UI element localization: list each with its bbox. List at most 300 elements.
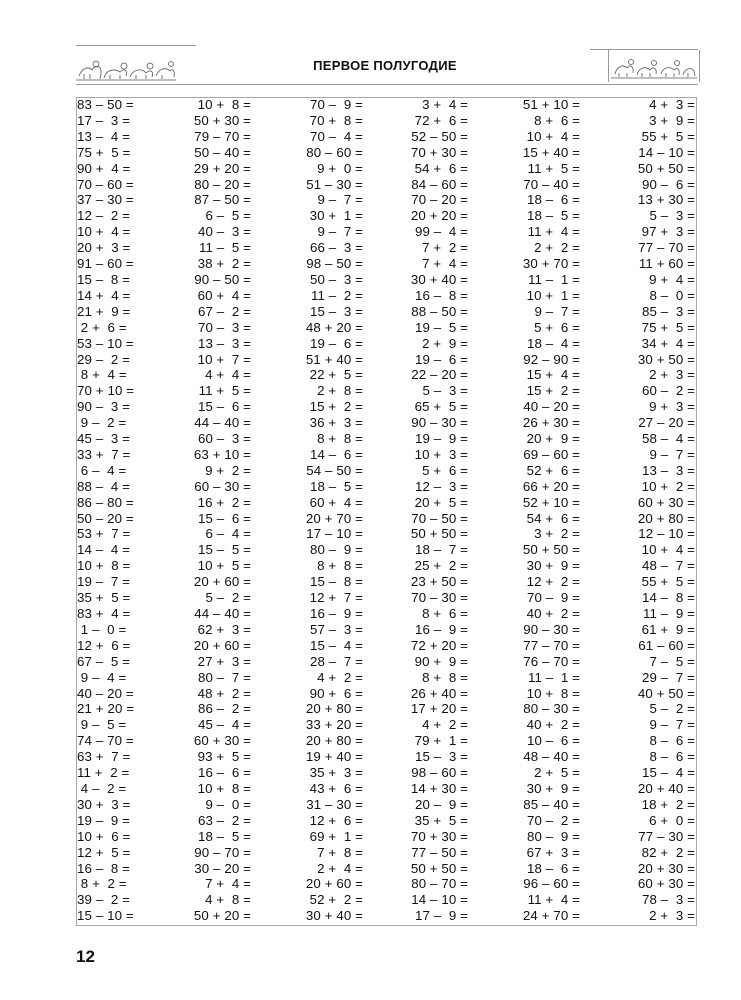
exercise-item: 12 – 2 = bbox=[77, 208, 131, 224]
exercise-item: 77 – 30 = bbox=[638, 828, 695, 844]
exercise-item: 38 + 2 = bbox=[197, 256, 251, 272]
exercise-item: 27 + 3 = bbox=[197, 653, 251, 669]
exercise-item: 15 – 8 = bbox=[309, 574, 363, 590]
exercise-item: 70 + 8 = bbox=[309, 112, 363, 128]
exercise-item: 10 + 3 = bbox=[414, 446, 468, 462]
exercise-item: 15 – 6 = bbox=[197, 399, 251, 415]
exercise-item: 60 + 4 = bbox=[309, 494, 363, 510]
exercise-item: 9 – 4 = bbox=[77, 669, 127, 685]
exercise-item: 12 – 3 = bbox=[414, 478, 468, 494]
exercise-item: 48 + 2 = bbox=[197, 685, 251, 701]
exercise-item: 2 + 8 = bbox=[313, 383, 363, 399]
exercise-item: 11 – 1 = bbox=[527, 669, 580, 685]
exercise-item: 70 – 4 = bbox=[309, 128, 363, 144]
exercise-item: 51 + 10 = bbox=[522, 97, 580, 112]
exercise-item: 80 – 9 = bbox=[309, 542, 363, 558]
exercise-item: 78 – 3 = bbox=[641, 892, 695, 908]
exercise-item: 60 + 4 = bbox=[197, 287, 251, 303]
exercise-item: 18 – 5 = bbox=[309, 478, 363, 494]
exercise-item: 9 + 3 = bbox=[645, 399, 695, 415]
exercise-item: 22 + 5 = bbox=[309, 367, 363, 383]
exercise-item: 80 – 60 = bbox=[306, 144, 363, 160]
exercise-item: 12 + 6 = bbox=[77, 637, 131, 653]
exercise-item: 8 + 2 = bbox=[77, 876, 127, 892]
exercise-item: 12 + 7 = bbox=[309, 590, 363, 606]
exercise-item: 51 – 30 = bbox=[306, 176, 363, 192]
exercise-item: 50 + 50 = bbox=[410, 860, 468, 876]
exercise-item: 37 – 30 = bbox=[77, 192, 134, 208]
exercise-item: 70 – 2 = bbox=[526, 812, 580, 828]
exercise-item: 80 – 70 = bbox=[411, 876, 468, 892]
exercise-item: 29 – 2 = bbox=[77, 351, 131, 367]
exercise-item: 40 – 3 = bbox=[197, 224, 251, 240]
exercise-item: 8 + 6 = bbox=[418, 606, 468, 621]
exercise-item: 19 – 7 = bbox=[77, 574, 131, 590]
exercise-item: 83 – 50 = bbox=[77, 97, 134, 112]
exercise-item: 18 – 5 = bbox=[526, 208, 580, 224]
exercise-item: 72 + 6 = bbox=[414, 112, 468, 128]
exercise-item: 35 + 5 = bbox=[77, 590, 131, 606]
exercise-item: 7 – 5 = bbox=[645, 653, 695, 669]
exercise-item: 4 + 2 = bbox=[313, 669, 363, 685]
exercise-item: 4 + 4 = bbox=[201, 367, 251, 383]
exercise-item: 96 – 60 = bbox=[523, 876, 580, 892]
exercise-item: 5 – 3 = bbox=[418, 383, 468, 399]
exercise-item: 62 + 3 = bbox=[197, 621, 251, 637]
exercise-item: 10 + 4 = bbox=[641, 542, 695, 558]
exercise-item: 79 – 70 = bbox=[194, 128, 251, 144]
exercise-item: 29 + 20 = bbox=[193, 160, 251, 176]
exercise-item: 2 + 3 = bbox=[645, 908, 695, 924]
page-title: ПЕРВОЕ ПОЛУГОДИЕ bbox=[313, 58, 457, 73]
exercise-item: 18 – 4 = bbox=[526, 335, 580, 351]
exercise-item: 27 – 20 = bbox=[638, 415, 695, 431]
exercise-item: 75 + 5 = bbox=[641, 319, 695, 335]
exercise-item: 2 + 3 = bbox=[645, 367, 695, 383]
exercise-item: 14 – 6 = bbox=[309, 446, 363, 462]
exercise-item: 9 – 7 = bbox=[530, 303, 580, 319]
exercise-item: 9 – 2 = bbox=[77, 415, 127, 431]
exercise-item: 33 + 20 = bbox=[305, 717, 363, 733]
exercise-column bbox=[253, 97, 365, 926]
exercise-item: 63 – 2 = bbox=[197, 812, 251, 828]
exercise-item: 79 + 1 = bbox=[414, 733, 468, 749]
exercise-item: 9 – 7 = bbox=[313, 192, 363, 208]
exercise-item: 3 + 2 = bbox=[530, 526, 580, 542]
exercise-item: 75 + 5 = bbox=[77, 144, 131, 160]
exercise-item: 20 + 60 = bbox=[305, 876, 363, 892]
exercise-item: 11 + 5 = bbox=[527, 160, 580, 176]
exercise-item: 60 + 30 = bbox=[193, 733, 251, 749]
exercise-item: 30 + 50 = bbox=[637, 351, 695, 367]
exercise-item: 48 – 7 = bbox=[641, 558, 695, 574]
exercise-item: 74 – 70 = bbox=[77, 733, 134, 749]
exercise-item: 11 – 9 = bbox=[642, 606, 695, 621]
exercise-item: 15 – 3 = bbox=[309, 303, 363, 319]
exercise-item: 10 + 6 = bbox=[77, 828, 131, 844]
exercise-item: 20 + 20 = bbox=[410, 208, 468, 224]
exercise-item: 10 + 8 = bbox=[197, 97, 251, 112]
exercise-item: 18 – 5 = bbox=[197, 828, 251, 844]
exercise-item: 44 – 40 = bbox=[194, 606, 251, 621]
exercise-item: 14 + 30 = bbox=[410, 780, 468, 796]
exercise-item: 8 – 0 = bbox=[645, 287, 695, 303]
exercise-item: 14 – 4 = bbox=[77, 542, 131, 558]
exercise-item: 8 – 6 = bbox=[645, 733, 695, 749]
exercise-item: 98 – 50 = bbox=[306, 256, 363, 272]
exercise-item: 15 – 4 = bbox=[641, 765, 695, 781]
exercise-item: 86 – 80 = bbox=[77, 494, 134, 510]
exercise-item: 2 + 2 = bbox=[530, 240, 580, 256]
exercise-item: 20 + 60 = bbox=[193, 637, 251, 653]
exercise-item: 20 + 40 = bbox=[637, 780, 695, 796]
exercise-item: 90 – 30 = bbox=[523, 621, 580, 637]
exercise-item: 70 + 30 = bbox=[410, 828, 468, 844]
exercise-item: 91 – 60 = bbox=[77, 256, 134, 272]
header-top-rule-left bbox=[76, 45, 196, 46]
exercise-item: 11 – 2 = bbox=[310, 287, 363, 303]
exercise-item: 30 + 9 = bbox=[526, 558, 580, 574]
exercise-column bbox=[148, 97, 253, 926]
exercise-item: 45 – 3 = bbox=[77, 431, 131, 447]
exercise-item: 53 – 10 = bbox=[77, 335, 134, 351]
page-number: 12 bbox=[76, 947, 95, 966]
exercise-item: 70 – 9 = bbox=[309, 97, 363, 112]
exercise-item: 2 + 4 = bbox=[313, 860, 363, 876]
exercise-item: 20 + 80 = bbox=[305, 733, 363, 749]
exercise-item: 90 – 6 = bbox=[641, 176, 695, 192]
exercise-item: 97 + 3 = bbox=[641, 224, 695, 240]
exercise-item: 15 – 6 = bbox=[197, 510, 251, 526]
exercise-item: 90 + 4 = bbox=[77, 160, 131, 176]
exercise-item: 52 + 10 = bbox=[522, 494, 580, 510]
exercise-item: 20 + 80 = bbox=[637, 510, 695, 526]
exercise-item: 10 + 8 = bbox=[526, 685, 580, 701]
exercise-item: 5 – 3 = bbox=[645, 208, 695, 224]
exercise-item: 98 – 60 = bbox=[411, 765, 468, 781]
exercise-item: 61 – 60 = bbox=[638, 637, 695, 653]
exercise-item: 77 – 70 = bbox=[523, 637, 580, 653]
exercise-item: 70 – 9 = bbox=[526, 590, 580, 606]
exercise-item: 10 + 8 = bbox=[77, 558, 131, 574]
exercise-item: 90 – 50 = bbox=[194, 271, 251, 287]
exercise-item: 86 – 2 = bbox=[197, 701, 251, 717]
exercise-item: 6 – 4 = bbox=[201, 526, 251, 542]
exercise-item: 40 + 2 = bbox=[526, 606, 580, 621]
exercise-item: 67 – 2 = bbox=[197, 303, 251, 319]
exercise-item: 30 + 40 = bbox=[410, 271, 468, 287]
exercise-item: 12 + 6 = bbox=[309, 812, 363, 828]
exercise-item: 52 – 50 = bbox=[411, 128, 468, 144]
exercise-item: 17 – 9 = bbox=[414, 908, 468, 924]
exercise-item: 93 + 5 = bbox=[197, 749, 251, 765]
exercise-item: 48 – 40 = bbox=[523, 749, 580, 765]
exercise-item: 80 – 9 = bbox=[526, 828, 580, 844]
exercise-item: 54 + 6 = bbox=[526, 510, 580, 526]
exercise-item: 9 + 4 = bbox=[645, 271, 695, 287]
exercise-item: 16 – 9 = bbox=[414, 621, 468, 637]
exercise-item: 30 + 9 = bbox=[526, 780, 580, 796]
exercise-item: 18 – 6 = bbox=[526, 860, 580, 876]
exercise-item: 21 + 9 = bbox=[77, 303, 131, 319]
exercise-item: 15 – 4 = bbox=[309, 637, 363, 653]
exercise-item: 15 + 40 = bbox=[522, 144, 580, 160]
exercise-item: 30 + 40 = bbox=[305, 908, 363, 924]
exercise-item: 85 – 3 = bbox=[641, 303, 695, 319]
exercise-item: 19 + 40 = bbox=[305, 749, 363, 765]
exercise-item: 60 + 30 = bbox=[637, 494, 695, 510]
exercise-item: 72 + 20 = bbox=[410, 637, 468, 653]
exercise-item: 20 + 3 = bbox=[77, 240, 131, 256]
exercise-item: 10 + 7 = bbox=[197, 351, 251, 367]
exercise-item: 24 + 70 = bbox=[522, 908, 580, 924]
exercise-item: 9 – 7 = bbox=[645, 717, 695, 733]
exercise-item: 10 + 5 = bbox=[197, 558, 251, 574]
exercise-item: 48 + 20 = bbox=[305, 319, 363, 335]
exercise-item: 13 – 4 = bbox=[77, 128, 131, 144]
exercise-item: 82 + 2 = bbox=[641, 844, 695, 860]
exercise-item: 19 – 9 = bbox=[77, 812, 131, 828]
exercise-item: 80 – 7 = bbox=[197, 669, 251, 685]
exercise-item: 90 – 3 = bbox=[77, 399, 131, 415]
exercise-item: 69 + 1 = bbox=[309, 828, 363, 844]
exercise-item: 55 + 5 = bbox=[641, 574, 695, 590]
exercise-item: 13 – 3 = bbox=[197, 335, 251, 351]
exercise-item: 90 + 6 = bbox=[309, 685, 363, 701]
exercise-item: 80 – 20 = bbox=[194, 176, 251, 192]
exercise-item: 76 – 70 = bbox=[523, 653, 580, 669]
exercise-item: 10 – 6 = bbox=[526, 733, 580, 749]
exercise-item: 3 + 9 = bbox=[645, 112, 695, 128]
exercise-item: 60 – 30 = bbox=[194, 478, 251, 494]
exercise-item: 30 + 1 = bbox=[309, 208, 363, 224]
exercise-item: 16 – 6 = bbox=[197, 765, 251, 781]
exercise-item: 3 + 4 = bbox=[418, 97, 468, 112]
exercise-item: 16 – 9 = bbox=[309, 606, 363, 621]
exercise-item: 10 + 8 = bbox=[197, 780, 251, 796]
exercise-item: 70 + 30 = bbox=[410, 144, 468, 160]
exercise-item: 7 + 8 = bbox=[313, 844, 363, 860]
exercise-item: 60 + 30 = bbox=[637, 876, 695, 892]
exercise-item: 18 – 6 = bbox=[526, 192, 580, 208]
exercise-item: 1 – 0 = bbox=[77, 621, 127, 637]
exercise-item: 4 + 8 = bbox=[201, 892, 251, 908]
exercise-item: 66 + 20 = bbox=[522, 478, 580, 494]
exercise-item: 90 – 70 = bbox=[194, 844, 251, 860]
exercise-item: 52 + 2 = bbox=[309, 892, 363, 908]
exercise-item: 70 – 30 = bbox=[411, 590, 468, 606]
exercise-item: 31 – 30 = bbox=[306, 796, 363, 812]
exercise-item: 92 – 90 = bbox=[523, 351, 580, 367]
exercise-item: 50 – 3 = bbox=[309, 271, 363, 287]
exercise-item: 70 + 10 = bbox=[77, 383, 135, 399]
exercise-item: 11 + 4 = bbox=[527, 892, 580, 908]
exercise-item: 4 – 2 = bbox=[77, 780, 127, 796]
exercise-item: 21 + 20 = bbox=[77, 701, 135, 717]
exercise-item: 10 + 4 = bbox=[77, 224, 131, 240]
exercise-item: 40 – 20 = bbox=[523, 399, 580, 415]
exercise-item: 10 + 2 = bbox=[641, 478, 695, 494]
exercise-item: 77 – 50 = bbox=[411, 844, 468, 860]
exercise-item: 17 – 10 = bbox=[306, 526, 363, 542]
exercise-item: 36 + 3 = bbox=[309, 415, 363, 431]
exercise-item: 53 + 7 = bbox=[77, 526, 131, 542]
exercise-item: 60 – 2 = bbox=[641, 383, 695, 399]
exercise-item: 14 + 4 = bbox=[77, 287, 131, 303]
exercise-item: 35 + 3 = bbox=[309, 765, 363, 781]
exercise-item: 11 – 1 = bbox=[527, 271, 580, 287]
exercise-item: 43 + 6 = bbox=[309, 780, 363, 796]
exercise-item: 66 – 3 = bbox=[309, 240, 363, 256]
exercise-item: 67 + 3 = bbox=[526, 844, 580, 860]
exercise-item: 15 + 2 = bbox=[526, 383, 580, 399]
exercise-item: 50 + 30 = bbox=[193, 112, 251, 128]
exercise-item: 9 + 0 = bbox=[313, 160, 363, 176]
exercise-item: 16 – 8 = bbox=[414, 287, 468, 303]
exercise-item: 6 – 5 = bbox=[201, 208, 251, 224]
exercise-item: 70 – 60 = bbox=[77, 176, 134, 192]
exercise-item: 35 + 5 = bbox=[414, 812, 468, 828]
exercise-item: 20 + 60 = bbox=[193, 574, 251, 590]
exercise-item: 34 + 4 = bbox=[641, 335, 695, 351]
exercise-item: 69 – 60 = bbox=[523, 446, 580, 462]
exercise-item: 13 – 3 = bbox=[641, 462, 695, 478]
exercise-item: 12 – 10 = bbox=[638, 526, 695, 542]
exercise-item: 26 + 30 = bbox=[522, 415, 580, 431]
exercise-item: 5 + 6 = bbox=[418, 462, 468, 478]
exercise-item: 20 + 30 = bbox=[637, 860, 695, 876]
exercise-item: 18 – 7 = bbox=[414, 542, 468, 558]
exercise-column bbox=[582, 97, 697, 926]
exercise-item: 15 + 2 = bbox=[309, 399, 363, 415]
exercise-item: 19 – 9 = bbox=[414, 431, 468, 447]
exercise-item: 30 + 70 = bbox=[522, 256, 580, 272]
exercise-item: 87 – 50 = bbox=[194, 192, 251, 208]
exercise-item: 90 – 30 = bbox=[411, 415, 468, 431]
exercise-item: 88 – 4 = bbox=[77, 478, 131, 494]
exercise-item: 9 – 7 = bbox=[313, 224, 363, 240]
exercise-item: 84 – 60 = bbox=[411, 176, 468, 192]
exercise-item: 40 + 50 = bbox=[637, 685, 695, 701]
exercise-item: 50 + 50 = bbox=[410, 526, 468, 542]
exercise-item: 13 + 30 = bbox=[637, 192, 695, 208]
exercise-item: 17 – 3 = bbox=[77, 112, 131, 128]
exercise-item: 19 – 6 = bbox=[309, 335, 363, 351]
exercise-item: 60 – 3 = bbox=[197, 431, 251, 447]
header-rule bbox=[76, 84, 698, 85]
exercise-item: 55 + 5 = bbox=[641, 128, 695, 144]
exercise-item: 16 – 8 = bbox=[77, 860, 131, 876]
exercise-item: 14 – 10 = bbox=[638, 144, 695, 160]
exercise-item: 44 – 40 = bbox=[194, 415, 251, 431]
exercise-column bbox=[76, 97, 148, 926]
exercise-item: 12 + 5 = bbox=[77, 844, 131, 860]
exercise-item: 11 + 2 = bbox=[77, 765, 130, 781]
exercise-item: 29 – 7 = bbox=[641, 669, 695, 685]
exercise-item: 57 – 3 = bbox=[309, 621, 363, 637]
exercise-item: 85 – 40 = bbox=[523, 796, 580, 812]
exercise-item: 70 – 40 = bbox=[523, 176, 580, 192]
exercise-item: 8 + 8 = bbox=[313, 431, 363, 447]
exercise-item: 11 + 4 = bbox=[527, 224, 580, 240]
exercise-item: 11 + 60 = bbox=[638, 256, 695, 272]
exercise-item: 30 + 3 = bbox=[77, 796, 131, 812]
exercise-item: 50 + 50 = bbox=[522, 542, 580, 558]
exercise-item: 10 + 1 = bbox=[526, 287, 580, 303]
exercise-item: 4 + 2 = bbox=[418, 717, 468, 733]
animals-illustration-left bbox=[76, 52, 176, 82]
exercise-item: 50 – 20 = bbox=[77, 510, 134, 526]
exercise-item: 65 + 5 = bbox=[414, 399, 468, 415]
exercise-item: 8 + 6 = bbox=[530, 112, 580, 128]
exercise-item: 30 – 20 = bbox=[194, 860, 251, 876]
exercise-item: 22 – 20 = bbox=[411, 367, 468, 383]
exercise-item: 15 – 10 = bbox=[77, 908, 134, 924]
exercise-item: 70 – 50 = bbox=[411, 510, 468, 526]
exercise-item: 5 – 2 = bbox=[645, 701, 695, 717]
exercise-item: 52 + 6 = bbox=[526, 462, 580, 478]
exercise-item: 8 + 4 = bbox=[77, 367, 127, 383]
exercise-item: 15 – 8 = bbox=[77, 271, 131, 287]
exercise-item: 2 + 9 = bbox=[418, 335, 468, 351]
exercise-item: 45 – 4 = bbox=[197, 717, 251, 733]
exercise-item: 83 + 4 = bbox=[77, 606, 131, 621]
exercise-item: 88 – 50 = bbox=[411, 303, 468, 319]
exercise-item: 14 – 8 = bbox=[641, 590, 695, 606]
exercise-item: 70 – 20 = bbox=[411, 192, 468, 208]
exercise-item: 20 + 5 = bbox=[414, 494, 468, 510]
exercise-item: 25 + 2 = bbox=[414, 558, 468, 574]
exercise-item: 7 + 4 = bbox=[418, 256, 468, 272]
exercise-item: 40 – 20 = bbox=[77, 685, 134, 701]
exercise-item: 16 + 2 = bbox=[197, 494, 251, 510]
exercise-item: 10 + 4 = bbox=[526, 128, 580, 144]
exercise-item: 61 + 9 = bbox=[641, 621, 695, 637]
exercise-item: 8 + 8 = bbox=[313, 558, 363, 574]
exercise-item: 7 + 2 = bbox=[418, 240, 468, 256]
exercise-item: 9 – 7 = bbox=[645, 446, 695, 462]
exercise-item: 80 – 30 = bbox=[523, 701, 580, 717]
exercise-item: 7 + 4 = bbox=[201, 876, 251, 892]
exercise-item: 4 + 3 = bbox=[645, 97, 695, 112]
exercise-item: 14 – 10 = bbox=[411, 892, 468, 908]
exercise-item: 58 – 4 = bbox=[641, 431, 695, 447]
exercise-item: 20 – 9 = bbox=[414, 796, 468, 812]
exercise-item: 23 + 50 = bbox=[410, 574, 468, 590]
exercise-item: 11 – 5 = bbox=[198, 240, 251, 256]
exercise-item: 2 + 6 = bbox=[77, 319, 127, 335]
exercise-item: 50 + 20 = bbox=[193, 908, 251, 924]
exercise-item: 20 + 9 = bbox=[526, 431, 580, 447]
exercise-item: 9 + 2 = bbox=[201, 462, 251, 478]
exercise-item: 9 – 5 = bbox=[77, 717, 127, 733]
exercise-item: 70 – 3 = bbox=[197, 319, 251, 335]
exercise-item: 19 – 6 = bbox=[414, 351, 468, 367]
exercise-item: 6 + 0 = bbox=[645, 812, 695, 828]
exercise-item: 2 + 5 = bbox=[530, 765, 580, 781]
exercise-item: 63 + 10 = bbox=[193, 446, 251, 462]
exercise-item: 50 – 40 = bbox=[194, 144, 251, 160]
exercise-item: 8 – 6 = bbox=[645, 749, 695, 765]
exercise-item: 6 – 4 = bbox=[77, 462, 127, 478]
exercise-item: 5 – 2 = bbox=[201, 590, 251, 606]
exercise-item: 33 + 7 = bbox=[77, 446, 131, 462]
exercise-item: 8 + 8 = bbox=[418, 669, 468, 685]
exercise-column bbox=[365, 97, 470, 926]
exercise-item: 17 + 20 = bbox=[410, 701, 468, 717]
exercise-item: 11 + 5 = bbox=[198, 383, 251, 399]
exercise-item: 54 + 6 = bbox=[414, 160, 468, 176]
